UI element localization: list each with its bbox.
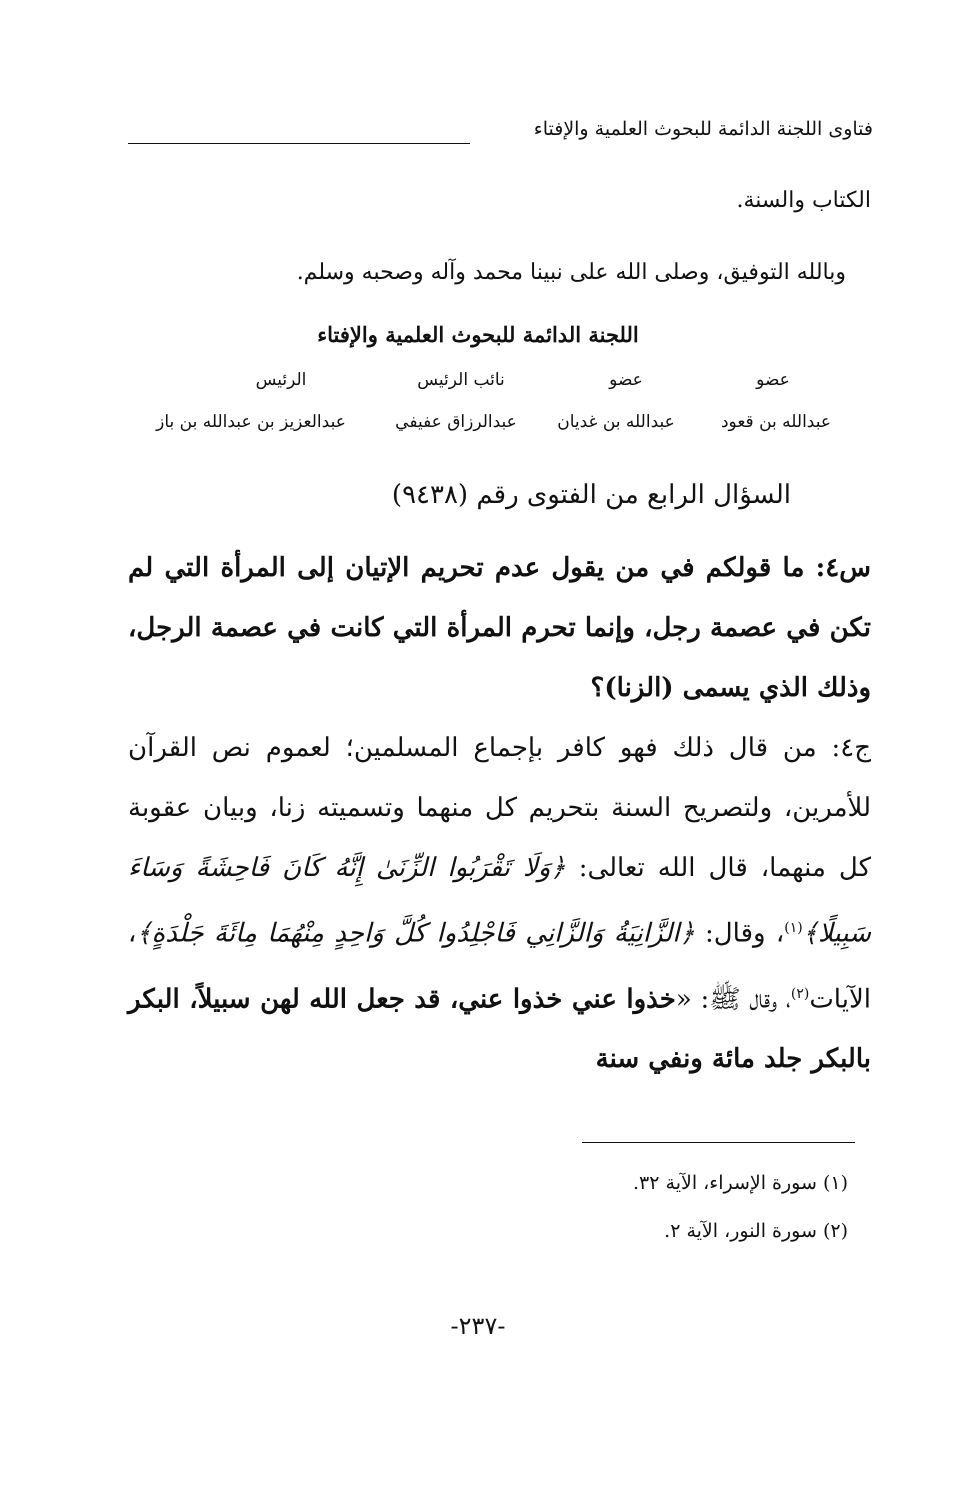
- member-role: الرئيس: [255, 370, 307, 390]
- member-name: عبدالله بن غديان: [557, 412, 675, 432]
- member-role: عضو: [756, 370, 790, 390]
- member-name: عبدالعزيز بن عبدالله بن باز: [156, 412, 346, 432]
- running-header: [128, 118, 873, 158]
- hadith-text: خذوا عني خذوا عني، قد جعل الله لهن سبيلاً، البكر بالبكر جلد مائة ونفي سنة: [128, 984, 871, 1075]
- footnote-ref-1[interactable]: (١): [784, 920, 803, 936]
- member-name: عبدالرزاق عفيفي: [395, 412, 517, 432]
- footnote-separator: [582, 1142, 855, 1143]
- question-text: س٤: ما قولكم في من يقول عدم تحريم الإتيان إلى المرأة التي لم تكن في عصمة رجل، وإنما تحرم المرأة التي كانت في عصمة الرجل، وذلك الذي يسمى (الزنا)؟: [128, 553, 871, 703]
- header-rule: [128, 143, 470, 144]
- answer-part-1: ج٤: من قال ذلك فهو كافر بإجماع المسلمين؛ لعموم نص القرآن للأمرين، ولتصريح السنة بتحريم كل منهما وتسميته زنا، وبيان عقوبة كل منهما، قال الله تعالى:: [128, 733, 871, 883]
- text-line-1: الكتاب والسنة.: [736, 188, 871, 213]
- page-number: -٢٣٧-: [450, 1312, 506, 1340]
- header-title: فتاوى اللجنة الدائمة للبحوث العلمية والإفتاء: [533, 118, 873, 140]
- member-role: نائب الرئيس: [417, 370, 505, 390]
- question-heading: السؤال الرابع من الفتوى رقم (٩٤٣٨): [391, 480, 791, 510]
- answer-part-4: ، وقال ﷺ: «: [675, 984, 791, 1015]
- answer-text: [128, 718, 871, 1089]
- member-role: عضو: [609, 370, 643, 390]
- text-line-2: وبالله التوفيق، وصلى الله على نبينا محمد وآله وصحبه وسلم.: [296, 260, 846, 285]
- footnote-2: (٢) سورة النور، الآية ٢.: [664, 1220, 848, 1242]
- committee-title: اللجنة الدائمة للبحوث العلمية والإفتاء: [317, 322, 639, 347]
- member-name: عبدالله بن قعود: [720, 412, 831, 432]
- answer-part-2: ، وقال:: [694, 918, 785, 949]
- quran-verse-1: ﴿وَلَا تَقْرَبُوا الزِّنَىٰ إِنَّهُ كَانَ فَاحِشَةً وَسَاءَ سَبِيلًا﴾: [128, 853, 871, 949]
- answer-part-3: ، الآيات: [128, 918, 871, 1015]
- footnote-ref-2[interactable]: (٢): [790, 985, 810, 1002]
- footnote-1: (١) سورة الإسراء، الآية ٣٢.: [633, 1172, 848, 1194]
- quran-verse-2: ﴿الزَّانِيَةُ وَالزَّانِي فَاجْلِدُوا كُلَّ وَاحِدٍ مِنْهُمَا مِائَةَ جَلْدَةٍ﴾: [136, 918, 695, 949]
